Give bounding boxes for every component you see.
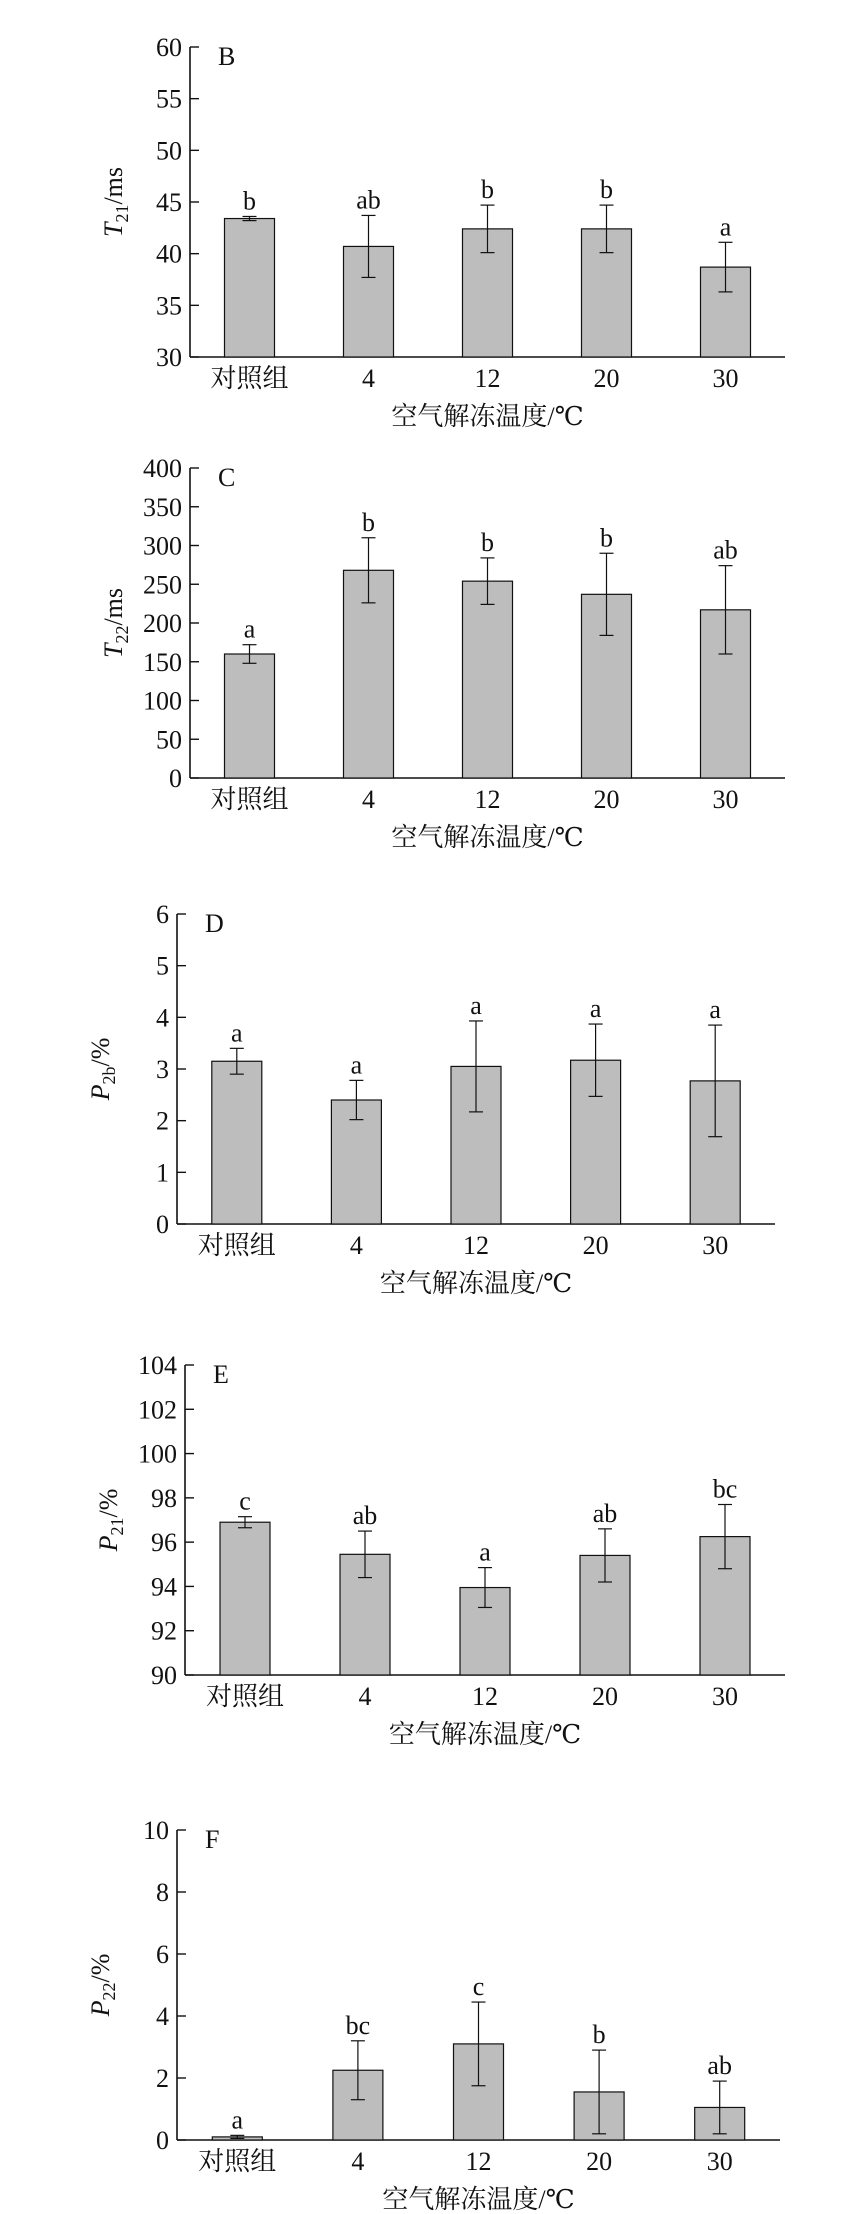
y-tick-label: 45 (156, 188, 182, 217)
y-tick-label: 2 (156, 1106, 169, 1136)
x-tick-label: 对照组 (210, 364, 289, 393)
y-tick-label: 0 (156, 2126, 169, 2155)
significance-letter: b (481, 527, 494, 557)
y-axis-title-unit: /ms (99, 166, 128, 205)
chart-panel-c (99, 454, 785, 852)
y-axis-title-subscript: 21 (107, 1517, 127, 1536)
y-axis-title-unit: /ms (99, 587, 128, 626)
y-axis-title (99, 167, 132, 237)
significance-letter: a (243, 614, 256, 644)
y-axis-title-symbol: T (99, 643, 128, 659)
panel-label: C (218, 463, 236, 492)
x-axis-title: 空气解冻温度/℃ (391, 823, 584, 852)
y-tick-label: 90 (151, 1661, 177, 1690)
y-tick-label: 1 (156, 1158, 169, 1188)
panel-label: D (205, 909, 224, 938)
significance-letter: ab (592, 1498, 618, 1528)
chart-panel-d (86, 900, 775, 1298)
y-tick-label: 4 (156, 2002, 169, 2031)
significance-letter: ab (707, 2051, 732, 2081)
chart-panel-e (94, 1351, 785, 1749)
chart-panel-b (99, 33, 785, 431)
y-tick-label: 300 (143, 531, 182, 561)
y-tick-label: 50 (156, 136, 182, 166)
x-tick-label: 30 (712, 364, 739, 393)
y-tick-label: 92 (151, 1616, 177, 1646)
y-axis-title (86, 1038, 119, 1102)
significance-letter: bc (712, 1474, 738, 1504)
significance-letter: a (231, 2105, 244, 2135)
y-axis-title-symbol: T (99, 222, 128, 238)
bar (225, 654, 275, 778)
significance-letter: ab (356, 185, 381, 215)
x-tick-label: 4 (362, 785, 375, 814)
significance-letter: b (481, 175, 494, 205)
y-tick-label: 102 (138, 1395, 177, 1425)
x-tick-label: 30 (712, 785, 739, 814)
bar (463, 581, 513, 778)
x-tick-label: 30 (702, 1231, 729, 1260)
x-tick-label: 20 (592, 1682, 618, 1711)
y-axis-title-subscript: 2b (99, 1066, 119, 1085)
y-axis-title (94, 1489, 127, 1553)
panel-label: B (218, 42, 236, 71)
y-tick-label: 30 (156, 343, 182, 372)
y-axis-title-unit: /% (86, 1953, 115, 1983)
x-tick-label: 对照组 (197, 1231, 276, 1260)
x-tick-label: 20 (586, 2147, 613, 2176)
significance-letter: a (470, 990, 482, 1020)
chart-panels (86, 33, 785, 2214)
x-tick-label: 对照组 (205, 1682, 285, 1711)
y-tick-label: 2 (156, 2064, 169, 2093)
y-tick-label: 35 (156, 291, 182, 321)
y-tick-label: 104 (138, 1351, 177, 1380)
y-axis-title-unit: /% (86, 1037, 115, 1067)
x-tick-label: 20 (582, 1231, 609, 1260)
significance-letter: b (243, 186, 256, 216)
bar (212, 1061, 262, 1224)
significance-letter: a (231, 1018, 243, 1048)
y-axis-title-symbol: P (94, 1535, 123, 1552)
y-axis-title-subscript: 21 (112, 204, 132, 223)
y-axis-title (86, 1954, 119, 2018)
x-tick-label: 4 (362, 364, 375, 393)
bar (220, 1522, 270, 1675)
significance-letter: a (350, 1050, 363, 1080)
y-axis-title-subscript: 22 (112, 625, 132, 644)
y-tick-label: 6 (156, 900, 169, 929)
x-tick-label: 对照组 (210, 785, 289, 814)
x-tick-label: 12 (463, 1231, 489, 1260)
y-tick-label: 10 (143, 1816, 169, 1845)
y-tick-label: 100 (143, 686, 182, 716)
y-tick-label: 96 (151, 1528, 177, 1558)
x-tick-label: 20 (593, 364, 620, 393)
y-axis-title (99, 588, 132, 658)
y-tick-label: 3 (156, 1055, 169, 1084)
chart-panel-f (86, 1816, 780, 2214)
x-axis-title: 空气解冻温度/℃ (382, 2185, 575, 2214)
significance-letter: ab (352, 1501, 378, 1531)
significance-letter: c (472, 1972, 485, 2002)
significance-letter: ab (713, 535, 738, 565)
y-tick-label: 250 (143, 570, 182, 600)
x-tick-label: 12 (472, 1682, 498, 1711)
x-tick-label: 4 (349, 1231, 363, 1260)
significance-letter: b (600, 175, 613, 205)
significance-letter: b (362, 507, 375, 537)
y-tick-label: 8 (156, 1878, 169, 1907)
y-tick-label: 100 (138, 1439, 177, 1469)
y-tick-label: 94 (151, 1572, 177, 1602)
bar (225, 219, 275, 357)
y-tick-label: 98 (151, 1483, 177, 1513)
significance-letter: b (592, 2020, 606, 2050)
significance-letter: a (719, 212, 732, 242)
x-tick-label: 12 (474, 364, 501, 393)
panel-label: E (213, 1360, 229, 1389)
significance-letter: a (479, 1537, 491, 1567)
significance-letter: bc (345, 2010, 371, 2040)
x-tick-label: 4 (358, 1682, 372, 1711)
y-tick-label: 350 (143, 492, 182, 522)
y-tick-label: 400 (143, 454, 182, 483)
x-tick-label: 对照组 (198, 2147, 277, 2176)
y-tick-label: 40 (156, 239, 182, 269)
y-tick-label: 4 (156, 1003, 169, 1033)
y-tick-label: 150 (143, 647, 182, 677)
significance-letter: a (589, 994, 602, 1024)
x-axis-title: 空气解冻温度/℃ (391, 402, 584, 431)
y-axis-title-symbol: P (86, 2000, 115, 2017)
x-tick-label: 4 (351, 2147, 365, 2176)
x-axis-title: 空气解冻温度/℃ (379, 1269, 573, 1298)
y-tick-label: 200 (143, 609, 182, 638)
panel-label: F (205, 1825, 220, 1854)
y-tick-label: 0 (169, 764, 182, 793)
y-tick-label: 55 (156, 84, 182, 114)
significance-letter: b (600, 523, 613, 553)
y-axis-title-symbol: P (86, 1084, 115, 1101)
y-tick-label: 60 (156, 33, 182, 62)
significance-letter: c (239, 1486, 251, 1516)
y-axis-title-subscript: 22 (99, 1982, 119, 2001)
y-tick-label: 0 (156, 1210, 169, 1239)
x-tick-label: 30 (706, 2147, 733, 2176)
y-tick-label: 6 (156, 1940, 169, 1969)
y-axis-title-unit: /% (94, 1488, 123, 1518)
x-tick-label: 12 (474, 785, 501, 814)
y-tick-label: 5 (156, 951, 169, 981)
y-tick-label: 50 (156, 725, 182, 755)
x-tick-label: 30 (712, 1682, 738, 1711)
x-axis-title: 空气解冻温度/℃ (388, 1720, 582, 1749)
x-tick-label: 20 (593, 785, 620, 814)
significance-letter: a (709, 995, 721, 1025)
x-tick-label: 12 (465, 2147, 492, 2176)
